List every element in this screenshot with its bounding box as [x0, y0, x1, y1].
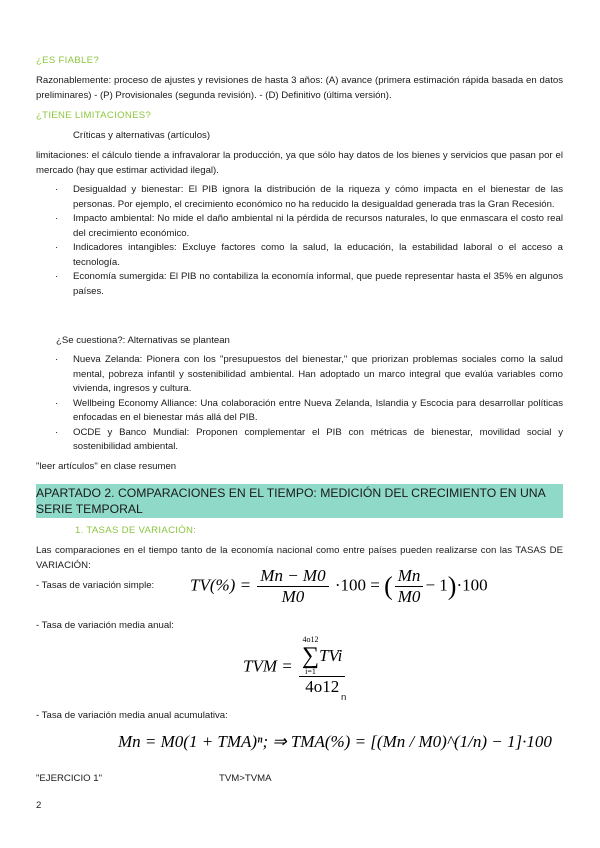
formula-tasa-simple: TV(%) = $\frac{Mn - M0}{M0}$ ·100 = ( $\frac{Mn}{M0}$ − 1)·100 — [190, 566, 488, 606]
paragraph-limitaciones: limitaciones: el cálculo tiende a infravalorar la producción, ya que sólo hay datos de los bienes y servicios que pasan por el mercado (hay que estimar actividad ilegal). — [36, 150, 563, 176]
sum-symbol: 4o12 ∑ i=1 — [301, 635, 320, 676]
list-item-text: Economía sumergida: El PIB no contabiliza la economía informal, que puede representar hasta el 35% en algunos países. — [73, 271, 563, 297]
list-item — [36, 353, 563, 397]
subtitle-criticas: Críticas y alternativas (artículos) — [73, 130, 211, 141]
bullet-icon: · — [55, 242, 59, 253]
list-item — [36, 212, 563, 241]
list-item — [36, 241, 563, 270]
list-item-text: Desigualdad y bienestar: El PIB ignora la distribución de la riqueza y cómo impacta en el bienestar de las personas. Por ejemplo, el crecimiento económico no ha reducido la desigualdad generada tras la Gran Recesión. — [73, 184, 563, 210]
list-item-text: Wellbeing Economy Alliance: Una colaboración entre Nueva Zelanda, Islandia y Escocia para desarrollar políticas enfocadas en el bienestar más allá del PIB. — [73, 397, 563, 423]
denominator: M0 — [281, 587, 305, 606]
section-header-apartado-2: APARTADO 2. COMPARACIONES EN EL TIEMPO: MEDICIÓN DEL CRECIMIENTO EN UNA SERIE TEMPORAL — [36, 484, 563, 518]
list-item — [36, 183, 563, 212]
numerator: Mn — [395, 566, 424, 587]
numerator: Mn − M0 — [257, 566, 328, 587]
paragraph-tasas-intro: Las comparaciones en el tiempo tanto de la economía nacional como entre países pueden realizarse con las TASAS DE VARIACIÓN: — [36, 545, 563, 571]
list-item — [36, 397, 563, 426]
sum-upper: 4o12 — [302, 635, 319, 644]
sum-term: TVi — [319, 646, 343, 665]
bullet-icon: · — [55, 354, 59, 365]
formula-part: − 1 — [425, 575, 448, 595]
list-item-text: Nueva Zelanda: Pionera con los "presupuestos del bienestar," que priorizan problemas sociales como la salud mental, pobreza infantil y sostenibilidad ambiental. Han adoptado un marco integral que evalúa variables como vivienda, ingresos y cultura. — [73, 354, 563, 394]
formula-part: ·100 = — [334, 575, 380, 595]
formula-tasa-acumulativa: Mn = M0(1 + TMA)ⁿ; ⇒ TMA(%) = [(Mn / M0)^(1/n) − 1]·100 — [118, 732, 552, 751]
formula-tasa-media — [243, 636, 347, 697]
list-item — [36, 270, 563, 299]
list-item-text: OCDE y Banco Mundial: Proponen complementar el PIB con métricas de bienestar, movilidad social y sostenibilidad ambiental. — [73, 426, 563, 452]
paragraph-fiable: Razonablemente: proceso de ajustes y revisiones de hasta 3 años: (A) avance (primera estimación rápida basada en datos preliminares) - (P) Provisionales (segunda revisión). - (D) Definitivo (última versión). — [36, 75, 563, 101]
heading-es-fiable: ¿ES FIABLE? — [36, 55, 100, 66]
alternativas-list — [36, 353, 563, 455]
bullet-icon: · — [55, 184, 59, 195]
label-tasa-simple: - Tasas de variación simple: — [36, 580, 155, 591]
fraction — [395, 566, 424, 607]
fraction — [299, 636, 345, 697]
sum-lower: i=1 — [305, 667, 316, 676]
formula-part: ·100 — [456, 575, 488, 595]
page-number: 2 — [36, 800, 42, 811]
bullet-icon: · — [55, 271, 59, 282]
heading-se-cuestiona: ¿Se cuestiona?: Alternativas se plantean — [56, 335, 230, 346]
fraction — [257, 566, 328, 607]
limitaciones-list — [36, 183, 563, 299]
list-item — [36, 426, 563, 455]
formula-part: TVM = — [243, 656, 293, 676]
label-tasa-acumulativa: - Tasa de variación media anual acumulativa: — [36, 710, 228, 721]
denominator: 4o12 — [305, 677, 340, 696]
list-item-text: Impacto ambiental: No mide el daño ambiental ni la pérdida de recursos naturales, lo que enmascara el costo real del crecimiento económico. — [73, 213, 563, 239]
label-tvm-comparison: TVM>TVMA — [219, 773, 272, 784]
note-leer-articulos: "leer artículos" en clase resumen — [36, 461, 177, 472]
formula-part: TV(%) = — [190, 575, 252, 595]
list-item-text: Indicadores intangibles: Excluye factores como la salud, la educación, la estabilidad laboral o el acceso a tecnología. — [73, 242, 563, 268]
heading-limitaciones: ¿TIENE LIMITACIONES? — [36, 110, 152, 121]
bullet-icon: · — [55, 213, 59, 224]
label-n: n — [341, 692, 347, 703]
bullet-icon: · — [55, 397, 59, 409]
numerator — [299, 636, 345, 677]
label-tasa-media: - Tasa de variación media anual: — [36, 620, 174, 631]
denominator: M0 — [397, 587, 421, 606]
label-ejercicio: "EJERCICIO 1" — [36, 773, 102, 784]
bullet-icon: · — [55, 426, 59, 438]
heading-tasas-variacion: 1. TASAS DE VARIACIÓN: — [75, 525, 197, 536]
